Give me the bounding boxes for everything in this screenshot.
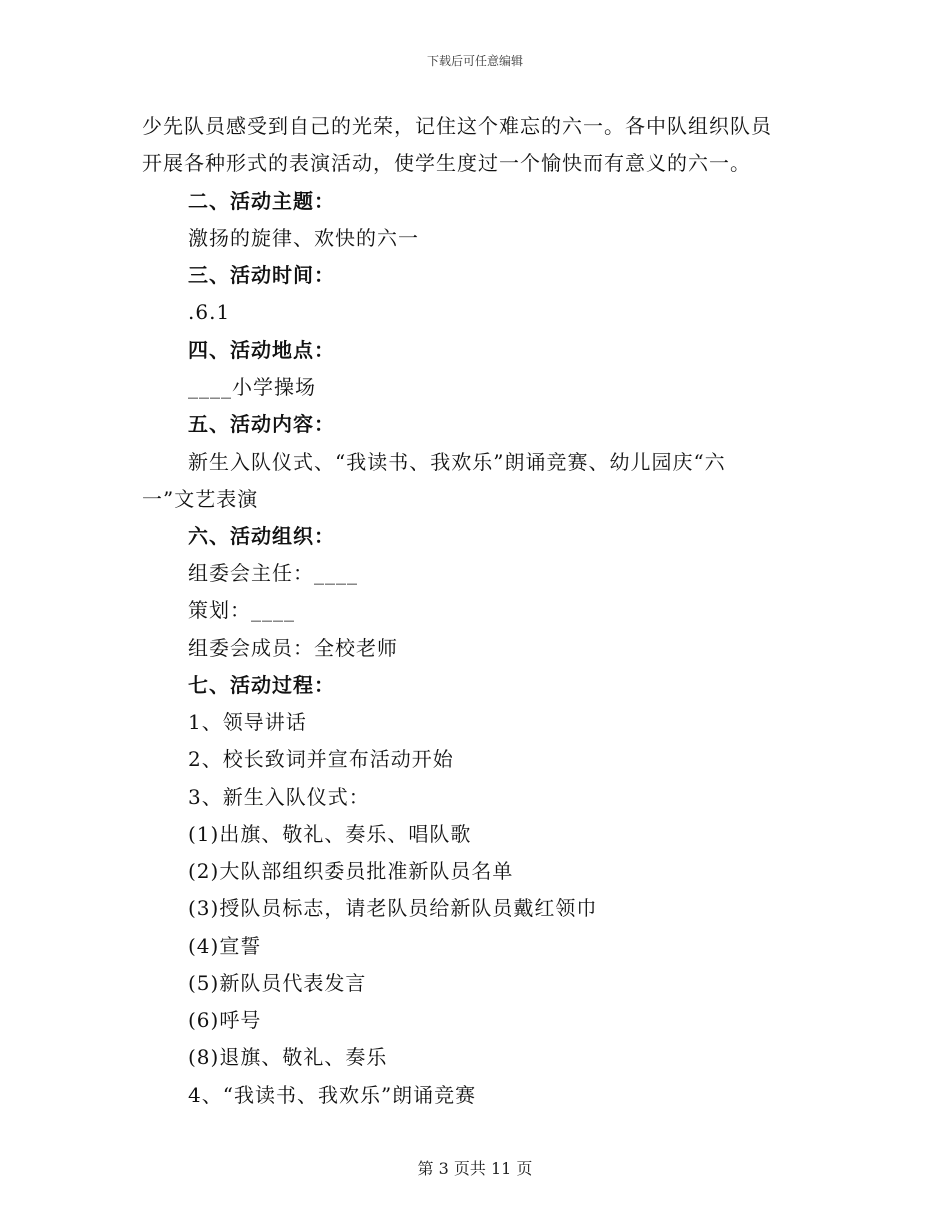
process-substep-1: (1)出旗、敬礼、奏乐、唱队歌 (188, 822, 472, 846)
process-substep-4: (4)宣誓 (188, 934, 262, 958)
section-location-body: ____小学操场 (188, 375, 316, 399)
process-step-3: 3、新生入队仪式： (188, 785, 370, 809)
section-content-body-line-2: 一”文艺表演 (142, 487, 259, 511)
intro-paragraph-line-2: 开展各种形式的表演活动，使学生度过一个愉快而有意义的六一。 (142, 151, 751, 175)
section-time-body: .6.1 (188, 300, 231, 324)
process-substep-2: (2)大队部组织委员批准新队员名单 (188, 859, 514, 883)
section-location-heading: 四、活动地点： (188, 338, 335, 362)
section-content-heading: 五、活动内容： (188, 412, 335, 436)
organization-planner: 策划：____ (188, 598, 295, 622)
organization-members: 组委会成员：全校老师 (188, 636, 398, 660)
organization-director: 组委会主任：____ (188, 561, 358, 585)
process-substep-8: (8)退旗、敬礼、奏乐 (188, 1045, 388, 1069)
intro-paragraph-line-1: 少先队员感受到自己的光荣，记住这个难忘的六一。各中队组织队员 (142, 114, 772, 138)
process-substep-6: (6)呼号 (188, 1008, 262, 1032)
section-organization-heading: 六、活动组织： (188, 524, 335, 548)
process-step-2: 2、校长致词并宣布活动开始 (188, 747, 454, 771)
section-theme-body: 激扬的旋律、欢快的六一 (188, 226, 419, 250)
section-time-heading: 三、活动时间： (188, 263, 335, 287)
process-step-1: 1、领导讲话 (188, 710, 307, 734)
process-substep-3: (3)授队员标志，请老队员给新队员戴红领巾 (188, 896, 598, 920)
section-theme-heading: 二、活动主题： (188, 189, 335, 213)
page-footer: 第 3 页共 11 页 (417, 1159, 533, 1178)
process-substep-5: (5)新队员代表发言 (188, 971, 367, 995)
process-step-4: 4、“我读书、我欢乐”朗诵竞赛 (188, 1083, 477, 1107)
section-process-heading: 七、活动过程： (188, 673, 335, 697)
section-content-body-line-1: 新生入队仪式、“我读书、我欢乐”朗诵竞赛、幼儿园庆“六 (188, 450, 726, 474)
page-header: 下载后可任意编辑 (426, 54, 523, 68)
